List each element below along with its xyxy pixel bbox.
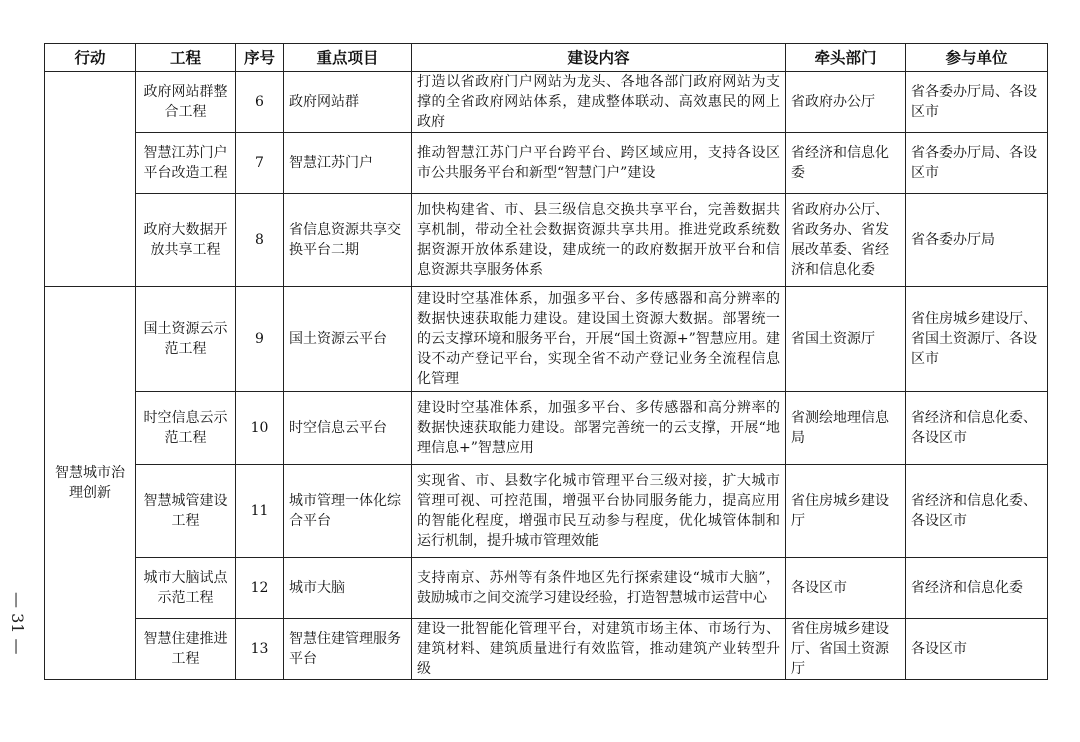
- header-action: 行动: [45, 44, 136, 72]
- table-row: [45, 465, 1048, 558]
- project-cell: 城市大脑试点示范工程: [136, 558, 236, 619]
- page-number: — 31 —: [8, 591, 27, 655]
- content-cell: 打造以省政府门户网站为龙头、各地各部门政府网站为支撑的全省政府网站体系，建成整体联动、高效惠民的网上政府: [412, 72, 786, 133]
- participants-cell: 省经济和信息化委、各设区市: [906, 465, 1048, 558]
- lead-cell: 省测绘地理信息局: [786, 392, 906, 465]
- lead-cell: 各设区市: [786, 558, 906, 619]
- participants-cell: 省各委办厅局: [906, 194, 1048, 287]
- seq-cell: 11: [236, 465, 284, 558]
- seq-cell: 13: [236, 619, 284, 680]
- project-cell: 智慧江苏门户平台改造工程: [136, 133, 236, 194]
- project-cell: 政府大数据开放共享工程: [136, 194, 236, 287]
- table-row: [45, 558, 1048, 619]
- content-cell: 建设一批智能化管理平台，对建筑市场主体、市场行为、建筑材料、建筑质量进行有效监管，推动建筑产业转型升级: [412, 619, 786, 680]
- header-seq: 序号: [236, 44, 284, 72]
- lead-cell: 省政府办公厅: [786, 72, 906, 133]
- content-cell: 建设时空基准体系，加强多平台、多传感器和高分辨率的数据快速获取能力建设。部署完善统一的云支撑，开展“地理信息+”智慧应用: [412, 392, 786, 465]
- project-table: [44, 43, 1048, 680]
- lead-cell: 省住房城乡建设厅、省国土资源厅: [786, 619, 906, 680]
- key-item-cell: 城市管理一体化综合平台: [284, 465, 412, 558]
- participants-cell: 省经济和信息化委: [906, 558, 1048, 619]
- table-header-row: [45, 44, 1048, 72]
- lead-cell: 省政府办公厅、省政务办、省发展改革委、省经济和信息化委: [786, 194, 906, 287]
- content-cell: 实现省、市、县数字化城市管理平台三级对接，扩大城市管理可视、可控范围，增强平台协同服务能力，提高应用的智能化程度，增强市民互动参与程度，优化城管体制和运行机制，提升城市管理效能: [412, 465, 786, 558]
- header-content: 建设内容: [412, 44, 786, 72]
- header-project: 工程: [136, 44, 236, 72]
- key-item-cell: 国土资源云平台: [284, 287, 412, 392]
- content-cell: 建设时空基准体系，加强多平台、多传感器和高分辨率的数据快速获取能力建设。建设国土资源大数据。部署统一的云支撑环境和服务平台，开展“国土资源+”智慧应用。建设不动产登记平台，实现全省不动产登记业务全流程信息化管理: [412, 287, 786, 392]
- project-cell: 智慧城管建设工程: [136, 465, 236, 558]
- key-item-cell: 智慧住建管理服务平台: [284, 619, 412, 680]
- key-item-cell: 省信息资源共享交换平台二期: [284, 194, 412, 287]
- project-cell: 国土资源云示范工程: [136, 287, 236, 392]
- participants-cell: 省各委办厅局、各设区市: [906, 133, 1048, 194]
- seq-cell: 9: [236, 287, 284, 392]
- key-item-cell: 城市大脑: [284, 558, 412, 619]
- table-row: [45, 72, 1048, 133]
- seq-cell: 8: [236, 194, 284, 287]
- participants-cell: 省各委办厅局、各设区市: [906, 72, 1048, 133]
- seq-cell: 10: [236, 392, 284, 465]
- header-key-item: 重点项目: [284, 44, 412, 72]
- seq-cell: 12: [236, 558, 284, 619]
- table-row: [45, 133, 1048, 194]
- project-cell: 政府网站群整合工程: [136, 72, 236, 133]
- content-cell: 支持南京、苏州等有条件地区先行探索建设“城市大脑”，鼓励城市之间交流学习建设经验，打造智慧城市运营中心: [412, 558, 786, 619]
- project-cell: 智慧住建推进工程: [136, 619, 236, 680]
- header-lead: 牵头部门: [786, 44, 906, 72]
- action-group-cell: 智慧城市治理创新: [45, 287, 136, 680]
- content-cell: 加快构建省、市、县三级信息交换共享平台，完善数据共享机制，带动全社会数据资源共享共用。推进党政系统数据资源开放体系建设，建成统一的政府数据开放平台和信息资源共享服务体系: [412, 194, 786, 287]
- table-row: [45, 287, 1048, 392]
- table-row: [45, 619, 1048, 680]
- lead-cell: 省住房城乡建设厅: [786, 465, 906, 558]
- table-row: [45, 194, 1048, 287]
- lead-cell: 省国土资源厅: [786, 287, 906, 392]
- action-group-cell: [45, 72, 136, 287]
- project-cell: 时空信息云示范工程: [136, 392, 236, 465]
- participants-cell: 各设区市: [906, 619, 1048, 680]
- key-item-cell: 政府网站群: [284, 72, 412, 133]
- content-cell: 推动智慧江苏门户平台跨平台、跨区域应用，支持各设区市公共服务平台和新型“智慧门户”建设: [412, 133, 786, 194]
- participants-cell: 省住房城乡建设厅、省国土资源厅、各设区市: [906, 287, 1048, 392]
- table-row: [45, 392, 1048, 465]
- seq-cell: 7: [236, 133, 284, 194]
- key-item-cell: 智慧江苏门户: [284, 133, 412, 194]
- key-item-cell: 时空信息云平台: [284, 392, 412, 465]
- participants-cell: 省经济和信息化委、各设区市: [906, 392, 1048, 465]
- lead-cell: 省经济和信息化委: [786, 133, 906, 194]
- seq-cell: 6: [236, 72, 284, 133]
- header-participants: 参与单位: [906, 44, 1048, 72]
